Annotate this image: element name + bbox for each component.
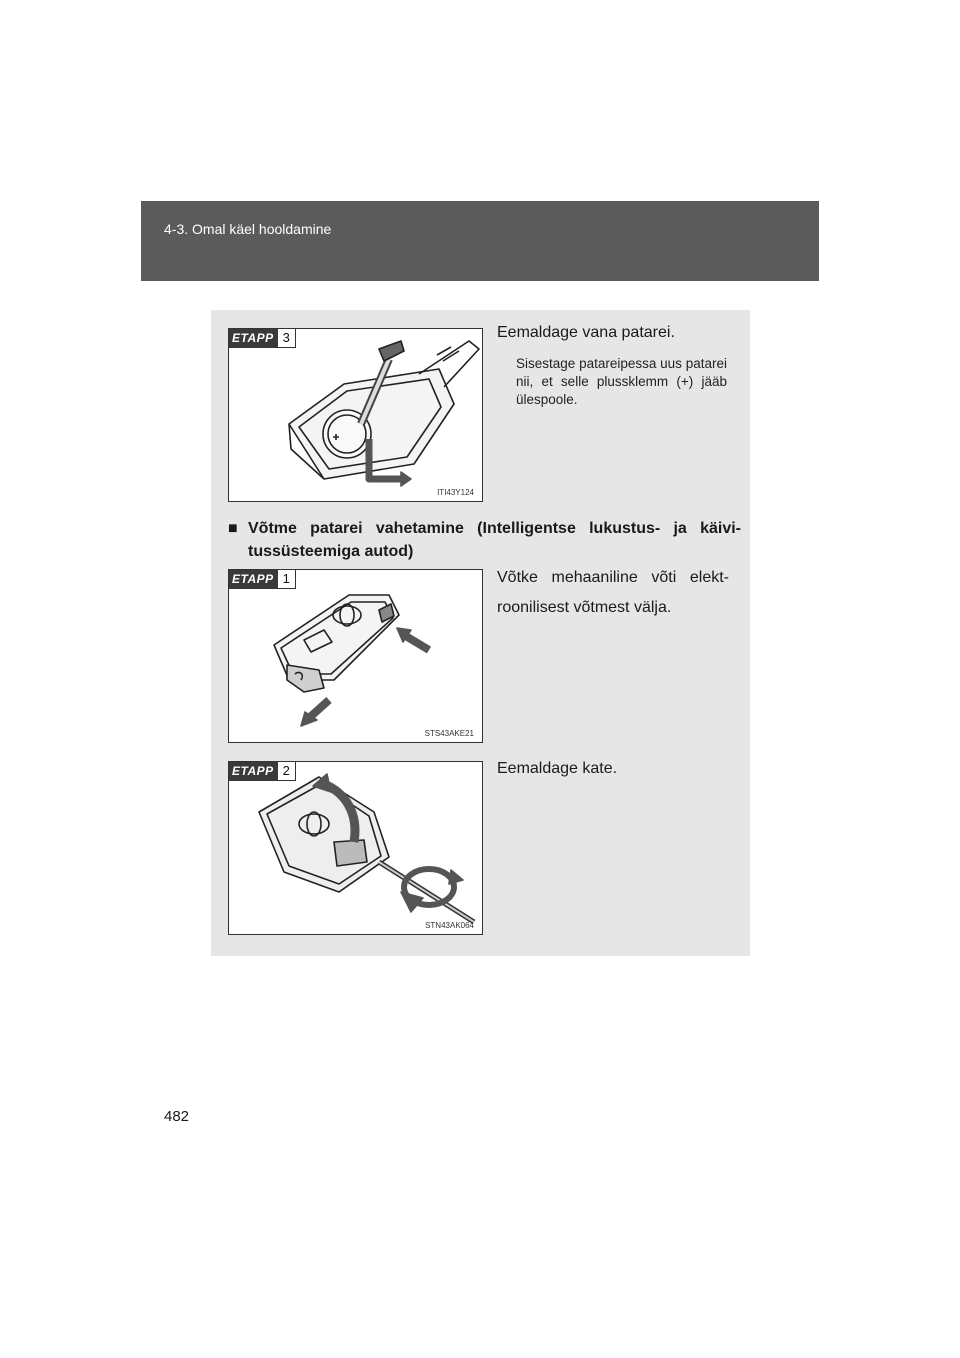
step1-title: Võtke mehaaniline võti elekt-roonilisest võtmest välja. [497,569,729,616]
step3-figure [228,328,483,502]
step2-badge-word: ETAPP [228,761,278,781]
smart-key-mechanical-key-removal-illustration [229,570,483,743]
step3-figure-code: ITI43Y124 [437,488,474,497]
section-heading [228,517,741,563]
step3-badge [228,328,296,348]
step3-note: Sisestage patareipessa uus patarei nii, et selle plussklemm (+) jääb ülespoole. [516,356,727,407]
section-bullet: ■ [228,520,238,537]
step2-badge-number: 2 [278,761,296,781]
step1-figure [228,569,483,743]
step3-badge-number: 3 [278,328,296,348]
step1-figure-code: STS43AKE21 [424,729,474,738]
key-battery-screwdriver-illustration [229,329,483,502]
smart-key-cover-removal-illustration [229,762,483,935]
chapter-header-band [141,201,819,281]
step2-title: Eemaldage kate. [497,760,618,777]
step1-badge-word: ETAPP [228,569,278,589]
step3-title: Eemaldage vana patarei. [497,324,675,341]
step1-badge-number: 1 [278,569,296,589]
step3-badge-word: ETAPP [228,328,278,348]
section-heading-text: Võtme patarei vahetamine (Intelligentse lukustus- ja käivi-tussüsteemiga autod) [248,520,741,560]
step2-figure [228,761,483,935]
step2-badge [228,761,296,781]
step1-badge [228,569,296,589]
step2-figure-code: STN43AK064 [425,921,474,930]
page-number: 482 [164,1108,190,1125]
chapter-section-title: 4-3. Omal käel hooldamine [164,221,332,237]
